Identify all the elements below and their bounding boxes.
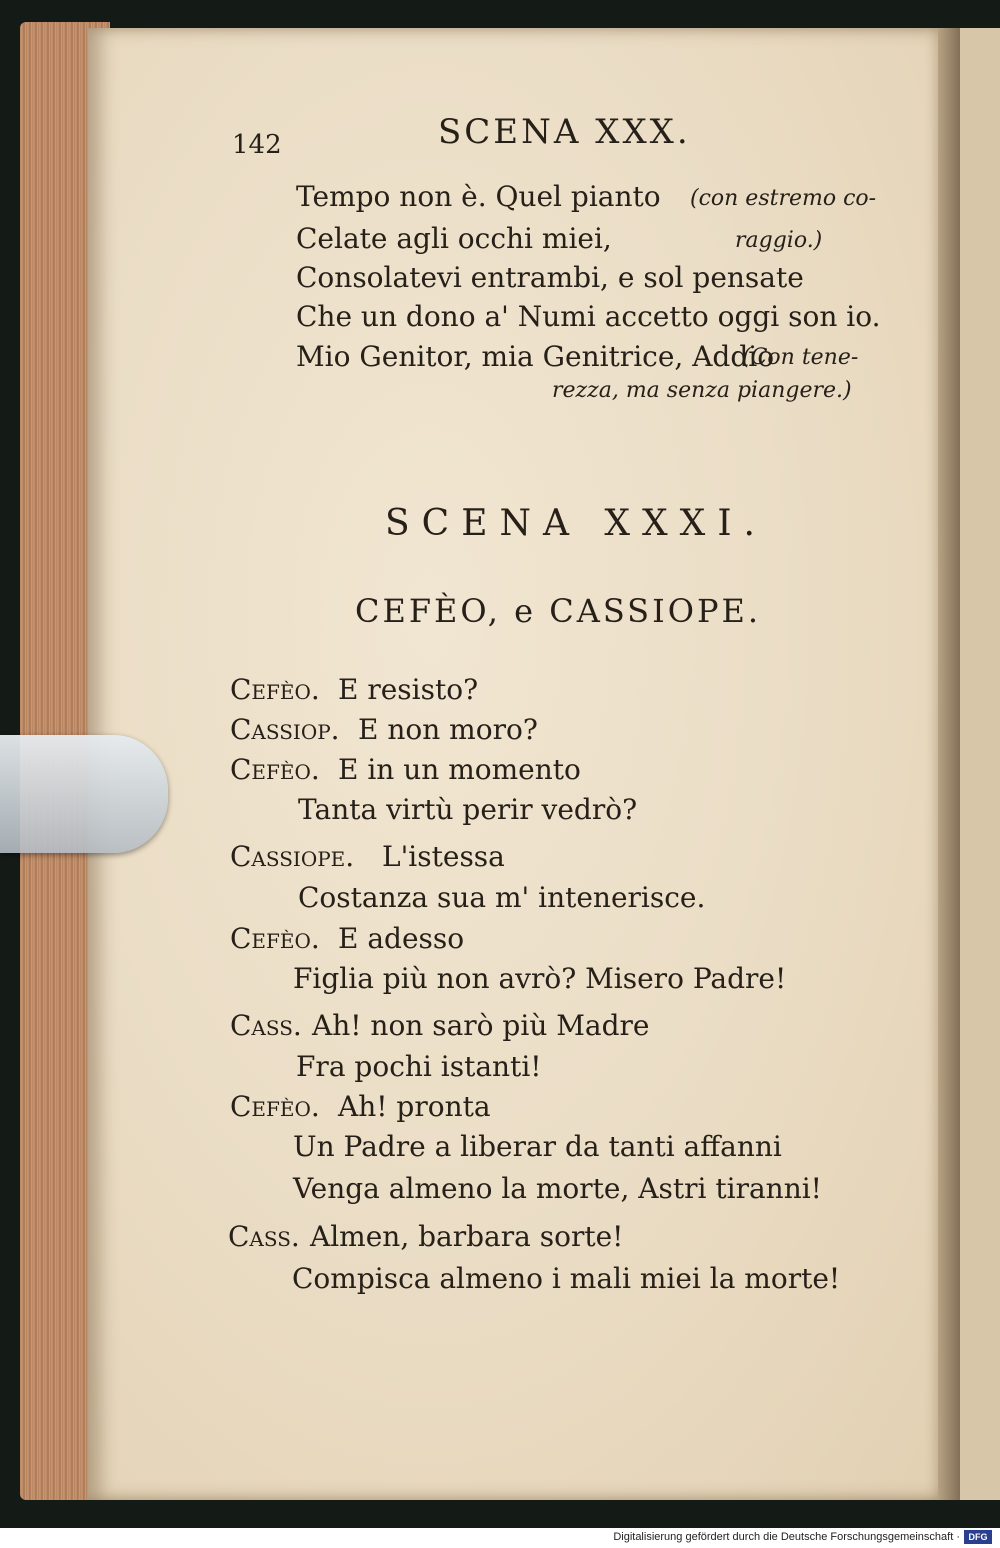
dialogue-line: Tanta virtù perir vedrò? (298, 793, 638, 826)
page-number: 142 (232, 130, 282, 160)
dialogue-line: Un Padre a liberar da tanti affanni (293, 1130, 782, 1163)
speaker-name: Cass. (228, 1220, 300, 1253)
dialogue-line: E resisto? (338, 673, 479, 706)
dialogue-line: Almen, barbara sorte! (310, 1220, 624, 1253)
verse-line: Celate agli occhi miei, (296, 222, 612, 255)
dialogue-line: L'istessa (382, 840, 505, 873)
verse-line: Tempo non è. Quel pianto (296, 180, 661, 213)
characters-heading: CEFÈO, e CASSIOPE. (355, 592, 762, 630)
stage-direction: rezza, ma senza piangere.) (552, 378, 852, 403)
stage-direction: (con estremo co- (690, 186, 877, 211)
dialogue-line: Figlia più non avrò? Misero Padre! (293, 962, 787, 995)
speaker-name: Cefèo. (230, 1090, 320, 1123)
scene-title: SCENA XXXI. (385, 503, 767, 544)
speaker-name: Cassiop. (230, 713, 340, 746)
verse-line: Consolatevi entrambi, e sol pensate (296, 261, 804, 294)
footer-bar (0, 1528, 1000, 1548)
page-clip (0, 735, 168, 853)
footer-credit: Digitalisierung gefördert durch die Deutsche Forschungsgemeinschaft · (613, 1531, 960, 1543)
verse-line: Che un dono a' Numi accetto oggi son io. (296, 300, 881, 333)
dialogue-line: Ah! pronta (338, 1090, 491, 1123)
dialogue-line: Fra pochi istanti! (296, 1050, 542, 1083)
speaker-name: Cefèo. (230, 753, 320, 786)
dialogue-line: E in un momento (338, 753, 581, 786)
stage-direction: raggio.) (735, 228, 823, 253)
speaker-name: Cefèo. (230, 922, 320, 955)
stage-direction: (Con tene- (742, 345, 859, 370)
speaker-name: Cass. (230, 1009, 302, 1042)
dialogue-line: Venga almeno la morte, Astri tiranni! (293, 1172, 822, 1205)
dialogue-line: E adesso (338, 922, 465, 955)
next-page-sliver (960, 28, 1000, 1500)
speaker-name: Cassiope. (230, 840, 355, 873)
dialogue-line: Compisca almeno i mali miei la morte! (292, 1262, 841, 1295)
dialogue-line: E non moro? (358, 713, 538, 746)
dfg-logo-icon: DFG (964, 1530, 992, 1544)
dialogue-line: Costanza sua m' intenerisce. (298, 881, 706, 914)
dialogue-line: Ah! non sarò più Madre (312, 1009, 650, 1042)
verse-line: Mio Genitor, mia Genitrice, Addio (296, 340, 775, 373)
speaker-name: Cefèo. (230, 673, 320, 706)
running-header: SCENA XXX. (438, 112, 691, 152)
